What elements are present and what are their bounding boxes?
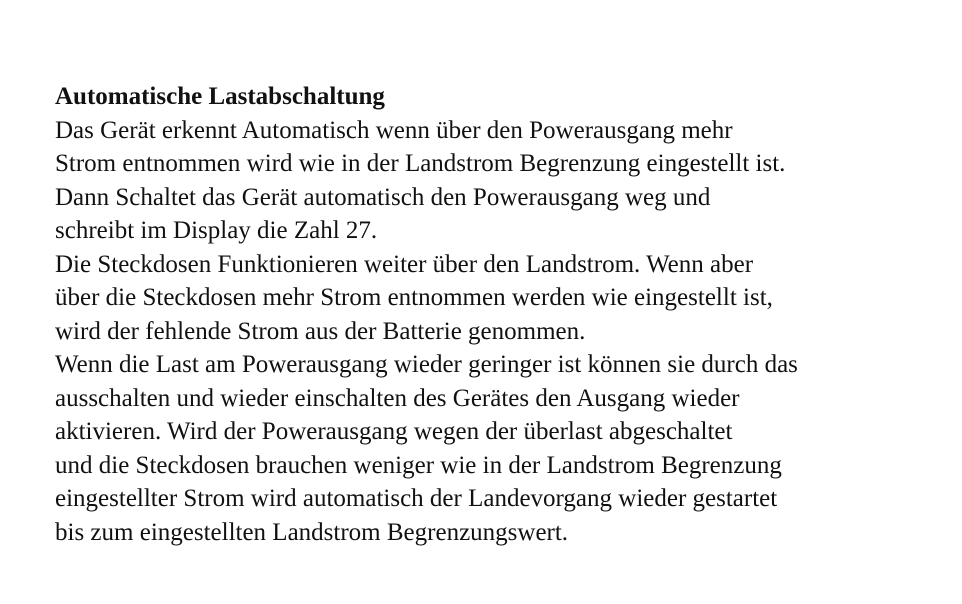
text-line: Wenn die Last am Powerausgang wieder geringer ist können sie durch das <box>55 351 798 378</box>
text-line: ausschalten und wieder einschalten des Gerätes den Ausgang wieder <box>55 384 740 412</box>
text-line: Strom entnommen wird wie in der Landstrom Begrenzung eingestellt ist. <box>55 150 786 177</box>
text-line: Die Steckdosen Funktionieren weiter über den Landstrom. Wenn aber <box>55 250 754 278</box>
text-line: und die Steckdosen brauchen weniger wie in der Landstrom Begrenzung <box>55 451 782 479</box>
text-line: Das Gerät erkennt Automatisch wenn über den Powerausgang mehr <box>55 116 733 144</box>
document-title: Automatische Lastabschaltung <box>55 83 385 110</box>
text-line: bis zum eingestellten Landstrom Begrenzungswert. <box>55 518 569 546</box>
text-line: aktivieren. Wird der Powerausgang wegen der überlast abgeschaltet <box>55 418 733 445</box>
document-body <box>55 80 955 549</box>
text-line: schreibt im Display die Zahl 27. <box>55 217 378 244</box>
text-line: Dann Schaltet das Gerät automatisch den Powerausgang weg und <box>55 183 711 211</box>
text-line: eingestellter Strom wird automatisch der Landevorgang wieder gestartet <box>55 485 778 512</box>
text-line: über die Steckdosen mehr Strom entnommen werden wie eingestellt ist, <box>55 284 773 311</box>
text-line: wird der fehlende Strom aus der Batterie genommen. <box>55 317 586 345</box>
